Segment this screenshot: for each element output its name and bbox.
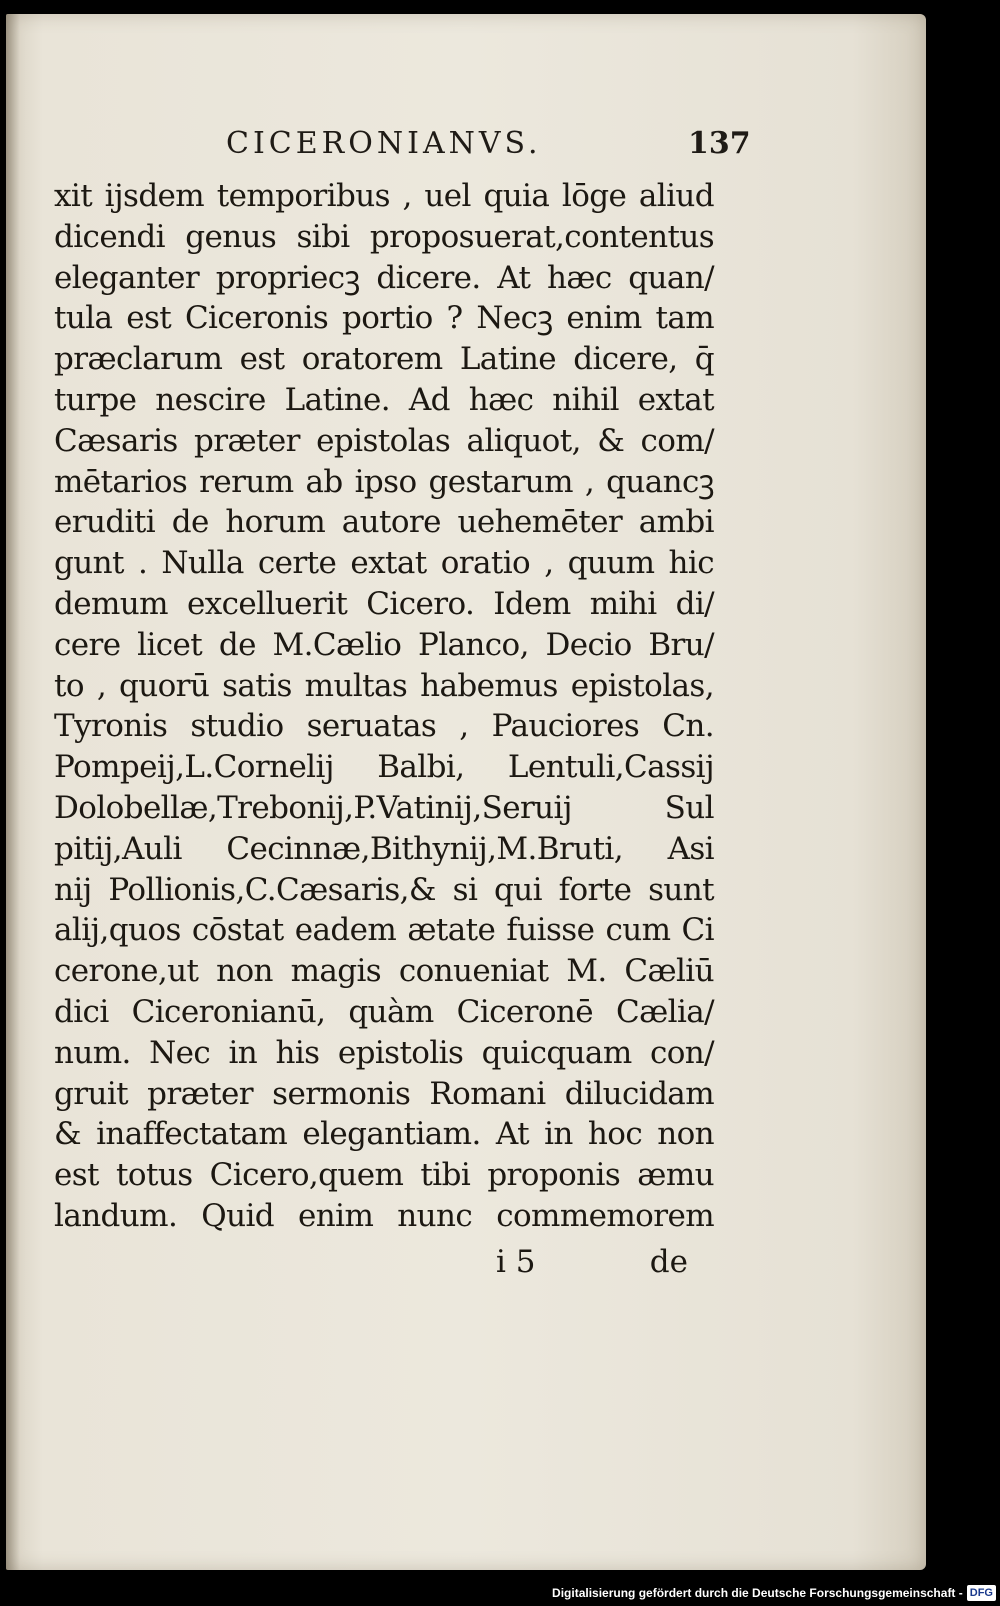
catchword: de (649, 1244, 688, 1280)
text-line: cerone,ut non magis conueniat M. Cæliū (54, 953, 714, 990)
text-line: to , quorū satis multas habemus epistolas, (54, 667, 714, 704)
signature-mark: i 5 (496, 1244, 536, 1280)
running-head: CICERONIANVS. (226, 126, 542, 161)
text-line: Cæsaris præter epistolas aliquot, & com/ (54, 422, 714, 459)
text-line: pitij,Auli Cecinnæ,Bithynij,M.Bruti, Asi (54, 830, 714, 867)
book-page (6, 14, 926, 1570)
text-line: xit ijsdem temporibus , uel quia lōge aliud (54, 178, 714, 214)
text-line: præclarum est oratorem Latine dicere, q̄ (54, 341, 714, 378)
text-line: gruit præter sermonis Romani dilucidam (54, 1075, 714, 1112)
text-line: Dolobellæ,Trebonij,P.Vatinij,Seruij Sul (54, 789, 714, 826)
text-line: & inaffectatam elegantiam. At in hoc non (54, 1116, 714, 1153)
text-line: landum. Quid enim nunc commemorem (54, 1197, 714, 1234)
dfg-logo: DFG (967, 1585, 996, 1601)
text-line: eruditi de horum autore uehemēter ambi (54, 504, 714, 541)
text-line: alij,quos cōstat eadem ætate fuisse cum Ci (54, 912, 714, 949)
text-line: tula est Ciceronis portio ? Necꝫ enim tam (54, 300, 714, 337)
text-line: num. Nec in his epistolis quicquam con/ (54, 1034, 714, 1071)
text-line: mētarios rerum ab ipso gestarum , quancꝫ (54, 463, 714, 500)
text-line: demum excelluerit Cicero. Idem mihi di/ (54, 585, 714, 622)
page-gutter-shadow (6, 14, 20, 1570)
text-line: dici Ciceronianū, quàm Ciceronē Cælia/ (54, 993, 714, 1030)
catchwords-row (496, 1244, 688, 1280)
page-number: 137 (688, 126, 751, 161)
text-line: gunt . Nulla certe extat oratio , quum hic (54, 545, 714, 582)
text-line: dicendi genus sibi proposuerat,contentus (54, 218, 714, 255)
body-text (54, 176, 714, 1237)
digitization-credit (552, 1582, 996, 1604)
credit-text: Digitalisierung gefördert durch die Deutsche Forschungsgemeinschaft - (552, 1586, 963, 1600)
text-line: turpe nescire Latine. Ad hæc nihil extat (54, 381, 714, 418)
text-line: nij Pollionis,C.Cæsaris,& si qui forte sunt (54, 871, 714, 908)
text-line: est totus Cicero,quem tibi proponis æmu (54, 1157, 714, 1194)
text-line: Pompeij,L.Cornelij Balbi, Lentuli,Cassij (54, 749, 714, 786)
text-line: cere licet de M.Cælio Planco, Decio Bru/ (54, 626, 714, 663)
text-line: Tyronis studio seruatas , Pauciores Cn. (54, 708, 714, 745)
text-line: eleganter propriecꝫ dicere. At hæc quan/ (54, 259, 714, 296)
